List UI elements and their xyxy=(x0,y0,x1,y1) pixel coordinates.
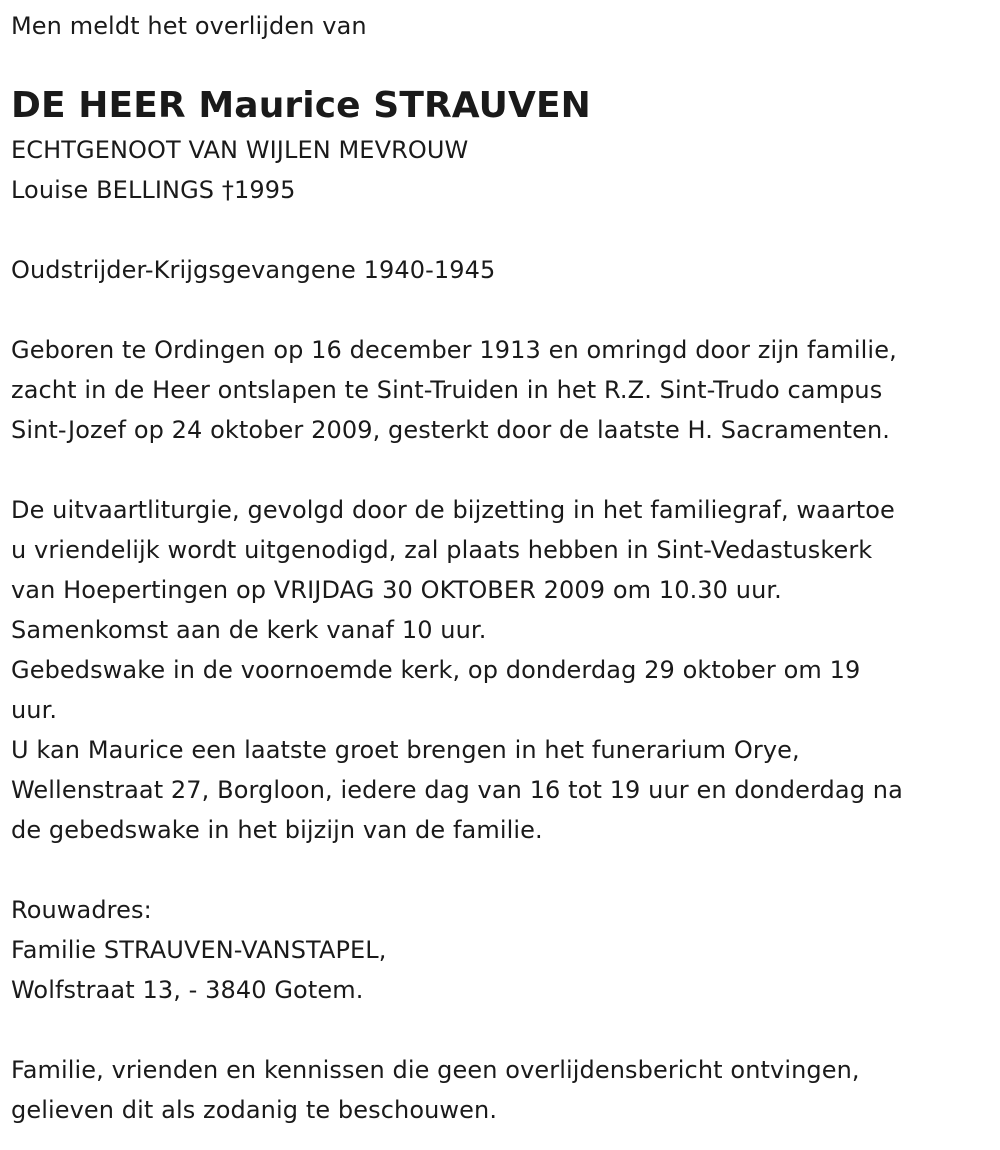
paragraph-line: zacht in de Heer ontslapen te Sint-Truiden in het R.Z. Sint-Trudo campus xyxy=(11,376,883,404)
paragraph-line: gelieven dit als zodanig te beschouwen. xyxy=(11,1096,498,1124)
funeral-paragraph xyxy=(11,490,1000,850)
spacer xyxy=(11,850,1000,890)
address-street: Wolfstraat 13, - 3840 Gotem. xyxy=(11,976,364,1004)
paragraph-line: Gebedswake in de voornoemde kerk, op donderdag 29 oktober om 19 xyxy=(11,656,861,684)
spacer xyxy=(11,1010,1000,1050)
spouse-line-2: Louise BELLINGS †1995 xyxy=(11,176,296,204)
spacer xyxy=(11,290,1000,330)
paragraph-line: de gebedswake in het bijzijn van de familie. xyxy=(11,816,543,844)
address-label: Rouwadres: xyxy=(11,896,152,924)
paragraph-line: Familie, vrienden en kennissen die geen overlijdensbericht ontvingen, xyxy=(11,1056,860,1084)
paragraph-line: u vriendelijk wordt uitgenodigd, zal plaats hebben in Sint-Vedastuskerk xyxy=(11,536,873,564)
spouse-line-1: ECHTGENOOT VAN WIJLEN MEVROUW xyxy=(11,136,469,164)
mourning-address xyxy=(11,890,1000,1010)
paragraph-line: Sint-Jozef op 24 oktober 2009, gesterkt door de laatste H. Sacramenten. xyxy=(11,416,891,444)
paragraph-line: U kan Maurice een laatste groet brengen in het funerarium Orye, xyxy=(11,736,800,764)
intro-text: Men meldt het overlijden van xyxy=(11,12,367,40)
closing-paragraph xyxy=(11,1050,1000,1130)
deceased-name: DE HEER Maurice STRAUVEN xyxy=(11,85,591,126)
spacer xyxy=(11,210,1000,250)
paragraph-line: uur. xyxy=(11,696,58,724)
veteran-title: Oudstrijder-Krijgsgevangene 1940-1945 xyxy=(11,256,496,284)
birth-death-paragraph xyxy=(11,330,1000,450)
address-family: Familie STRAUVEN-VANSTAPEL, xyxy=(11,936,387,964)
paragraph-line: Geboren te Ordingen op 16 december 1913 en omringd door zijn familie, xyxy=(11,336,897,364)
spacer xyxy=(11,450,1000,490)
paragraph-line: van Hoepertingen op VRIJDAG 30 OKTOBER 2009 om 10.30 uur. xyxy=(11,576,782,604)
paragraph-line: Wellenstraat 27, Borgloon, iedere dag van 16 tot 19 uur en donderdag na xyxy=(11,776,903,804)
paragraph-line: De uitvaartliturgie, gevolgd door de bijzetting in het familiegraf, waartoe xyxy=(11,496,895,524)
paragraph-line: Samenkomst aan de kerk vanaf 10 uur. xyxy=(11,616,487,644)
